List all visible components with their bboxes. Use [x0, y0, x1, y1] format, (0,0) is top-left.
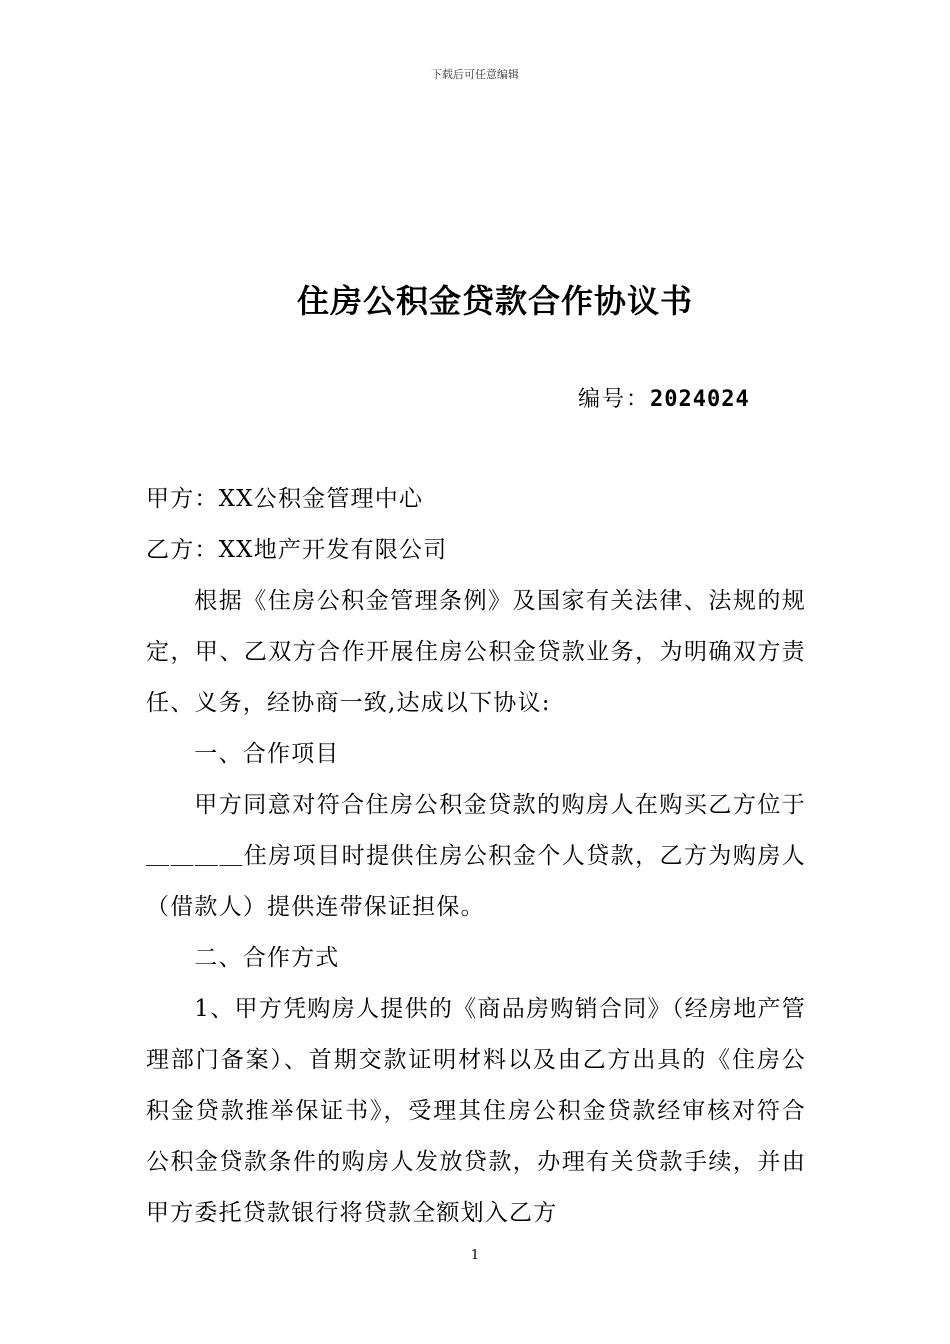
section-heading-cooperation-method: 二、合作方式: [194, 945, 340, 971]
section-heading-cooperation-project: 一、合作项目: [194, 741, 340, 767]
document-title: 住房公积金贷款合作协议书: [296, 282, 693, 320]
page-number: 1: [470, 1248, 480, 1263]
preamble-paragraph: 根据《住房公积金管理条例》及国家有关法律、法规的规定，甲、乙双方合作开展住房公积金贷款业务，为明确双方责任、义务，经协商一致,达成以下协议:: [146, 588, 806, 716]
document-body: [146, 474, 806, 1239]
cooperation-project-paragraph: 甲方同意对符合住房公积金贷款的购房人在购买乙方位于＿＿＿＿住房项目时提供住房公积金个人贷款，乙方为购房人（借款人）提供连带保证担保。: [146, 792, 806, 920]
document-number: [578, 382, 750, 413]
party-a-line: 甲方：XX公积金管理中心: [146, 486, 424, 512]
party-b-line: 乙方：XX地产开发有限公司: [146, 537, 448, 563]
header-note: 下载后可任意编辑: [431, 68, 519, 81]
document-number-label: 编号：: [578, 387, 651, 412]
document-number-value: 2024024: [650, 387, 750, 412]
cooperation-method-clause-1: 1、甲方凭购房人提供的《商品房购销合同》（经房地产管理部门备案）、首期交款证明材料以及由乙方出具的《住房公积金贷款推举保证书》，受理其住房公积金贷款经审核对符合公积金贷款条件的购房人发放贷款，办理有关贷款手续，并由甲方委托贷款银行将贷款全额划入乙方: [146, 996, 806, 1226]
